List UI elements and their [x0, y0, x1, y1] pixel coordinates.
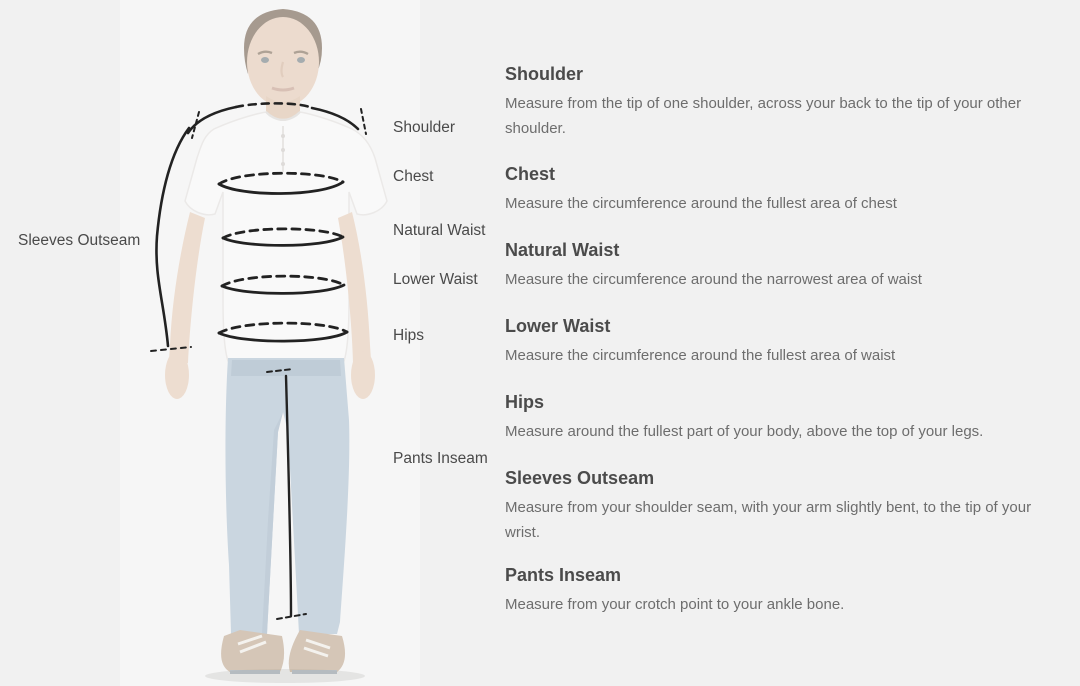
section-title: Natural Waist [505, 240, 620, 260]
section-pants-inseam [505, 563, 1065, 617]
figure-label-sleeves-outseam: Sleeves Outseam [18, 232, 141, 249]
section-title: Lower Waist [505, 316, 611, 336]
section-description: Measure from your crotch point to your ankle bone. [505, 596, 845, 613]
section-description: Measure the circumference around the fullest area of chest [505, 195, 897, 212]
section-title: Hips [505, 392, 545, 412]
section-description: Measure around the fullest part of your body, above the top of your legs. [505, 423, 984, 440]
figure-label-natural-waist: Natural Waist [393, 222, 486, 239]
section-shoulder [505, 62, 1065, 141]
section-title: Chest [505, 164, 556, 184]
section-description: Measure from your shoulder seam, with your arm slightly bent, to the tip of your wrist. [505, 499, 1032, 541]
section-natural-waist [505, 238, 1065, 292]
figure-label-shoulder: Shoulder [393, 119, 456, 136]
section-description: Measure the circumference around the fullest area of waist [505, 347, 896, 364]
section-sleeves-outseam [505, 466, 1065, 545]
figure-label-pants-inseam: Pants Inseam [393, 450, 488, 467]
section-title: Pants Inseam [505, 565, 622, 585]
size-guide-figure [0, 0, 500, 686]
section-lower-waist [505, 314, 1065, 368]
section-title: Sleeves Outseam [505, 468, 655, 488]
section-hips [505, 390, 1065, 444]
section-description: Measure from the tip of one shoulder, across your back to the tip of your other shoulder. [505, 95, 1022, 137]
section-chest [505, 162, 1065, 216]
figure-label-chest: Chest [393, 168, 434, 185]
figure-label-lower-waist: Lower Waist [393, 271, 478, 288]
figure-label-hips: Hips [393, 327, 425, 344]
section-description: Measure the circumference around the narrowest area of waist [505, 271, 922, 288]
section-title: Shoulder [505, 64, 584, 84]
